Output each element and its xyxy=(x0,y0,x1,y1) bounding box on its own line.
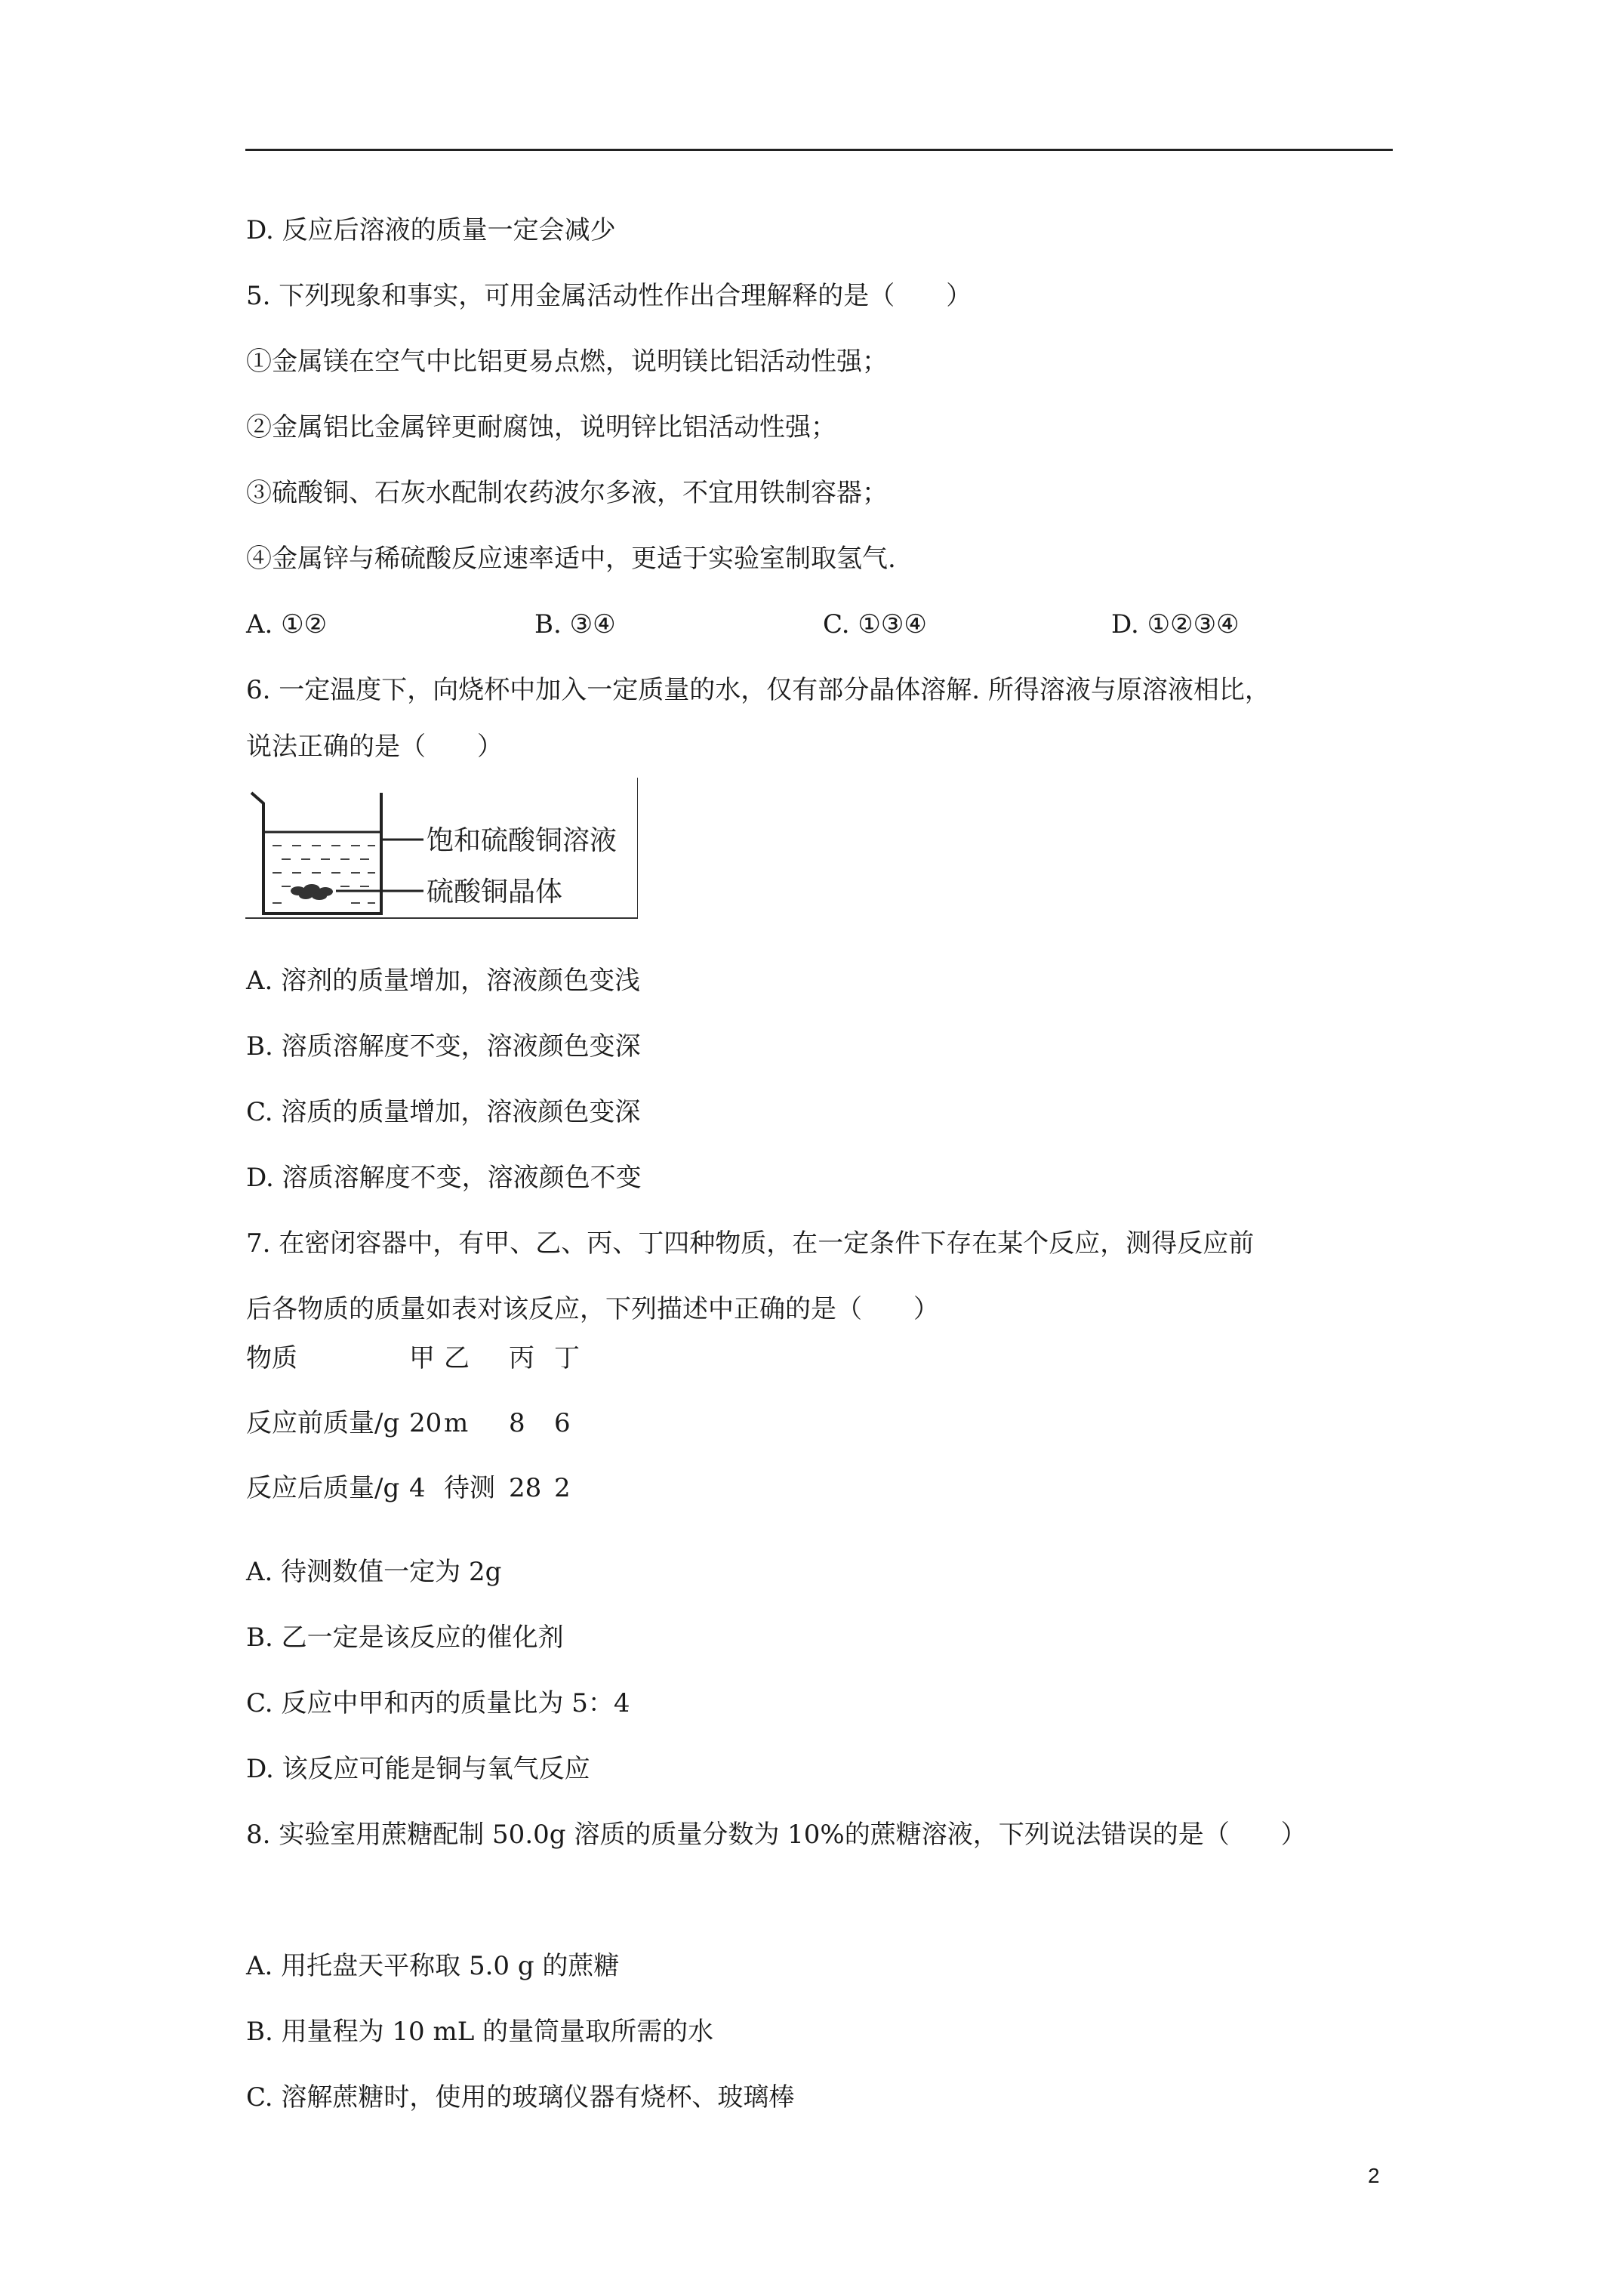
table-cell: 物质 xyxy=(246,1343,297,1373)
q7-option-c: C. 反应中甲和丙的质量比为 5：4 xyxy=(246,1688,630,1718)
q8-option-c: C. 溶解蔗糖时，使用的玻璃仪器有烧杯、玻璃棒 xyxy=(246,2082,795,2113)
table-cell: 反应前质量/g xyxy=(246,1408,400,1438)
q5-statement-1: ①金属镁在空气中比铝更易点燃，说明镁比铝活动性强； xyxy=(246,347,888,377)
table-cell: 20 xyxy=(409,1408,442,1438)
label-saturated-solution: 饱和硫酸铜溶液 xyxy=(427,825,617,856)
table-cell: 乙 xyxy=(444,1343,470,1373)
table-cell: 丁 xyxy=(554,1343,580,1373)
q7-option-b: B. 乙一定是该反应的催化剂 xyxy=(246,1623,564,1653)
q5-option-d: D. ①②③④ xyxy=(1111,609,1240,639)
header-rule xyxy=(245,149,1393,151)
q5-statement-3: ③硫酸铜、石灰水配制农药波尔多液，不宜用铁制容器； xyxy=(246,478,888,508)
q6-option-d: D. 溶质溶解度不变，溶液颜色不变 xyxy=(246,1163,642,1193)
q5-statement-2: ②金属铝比金属锌更耐腐蚀，说明锌比铝活动性强； xyxy=(246,412,836,442)
table-cell: 6 xyxy=(554,1408,571,1438)
table-cell: 8 xyxy=(509,1408,525,1438)
table-row xyxy=(246,1456,592,1521)
q6-option-c: C. 溶质的质量增加，溶液颜色变深 xyxy=(246,1097,641,1127)
q8-option-a: A. 用托盘天平称取 5.0 g 的蔗糖 xyxy=(246,1951,620,1981)
q6-option-a: A. 溶剂的质量增加，溶液颜色变浅 xyxy=(246,966,641,996)
q7-option-a: A. 待测数值一定为 2g xyxy=(246,1557,502,1587)
table-cell: 甲 xyxy=(409,1343,435,1373)
q6-stem-line-2: 说法正确的是（ ） xyxy=(246,732,503,762)
table-cell: 4 xyxy=(409,1473,426,1503)
table-cell: 2 xyxy=(554,1473,571,1503)
table-row xyxy=(246,1391,592,1456)
q5-option-b: B. ③④ xyxy=(534,609,616,639)
q5-options xyxy=(246,608,1401,641)
q7-mass-table xyxy=(246,1326,592,1521)
q5-option-a: A. ①② xyxy=(246,609,328,639)
table-header-row xyxy=(246,1326,592,1391)
beaker-figure xyxy=(245,778,638,920)
table-cell: 待测 xyxy=(444,1473,495,1503)
q7-stem-line-1: 7. 在密闭容器中，有甲、乙、丙、丁四种物质，在一定条件下存在某个反应，测得反应前 xyxy=(246,1228,1255,1259)
table-cell: 28 xyxy=(509,1473,542,1503)
table-cell: 反应后质量/g xyxy=(246,1473,400,1503)
table-cell: m xyxy=(444,1408,469,1438)
crystal-pile xyxy=(291,884,333,900)
page-number: 2 xyxy=(1368,2164,1380,2187)
label-crystal: 硫酸铜晶体 xyxy=(427,877,563,908)
q5-statement-4: ④金属锌与稀硫酸反应速率适中，更适于实验室制取氢气. xyxy=(246,544,896,574)
q4-option-d: D. 反应后溶液的质量一定会减少 xyxy=(246,215,616,245)
q7-stem-line-2: 后各物质的质量如表对该反应，下列描述中正确的是（ ） xyxy=(246,1294,939,1324)
q5-stem: 5. 下列现象和事实，可用金属活动性作出合理解释的是（ ） xyxy=(246,281,972,311)
q7-option-d: D. 该反应可能是铜与氧气反应 xyxy=(246,1754,590,1784)
q8-option-b: B. 用量程为 10 mL 的量筒量取所需的水 xyxy=(246,2017,714,2047)
q6-stem-line-1: 6. 一定温度下，向烧杯中加入一定质量的水，仅有部分晶体溶解. 所得溶液与原溶液相比， xyxy=(246,675,1270,705)
q8-stem: 8. 实验室用蔗糖配制 50.0g 溶质的质量分数为 10%的蔗糖溶液，下列说法错误的是（ ） xyxy=(246,1820,1307,1850)
table-cell: 丙 xyxy=(509,1343,534,1373)
q6-option-b: B. 溶质溶解度不变，溶液颜色变深 xyxy=(246,1031,641,1062)
q5-option-c: C. ①③④ xyxy=(823,609,927,639)
